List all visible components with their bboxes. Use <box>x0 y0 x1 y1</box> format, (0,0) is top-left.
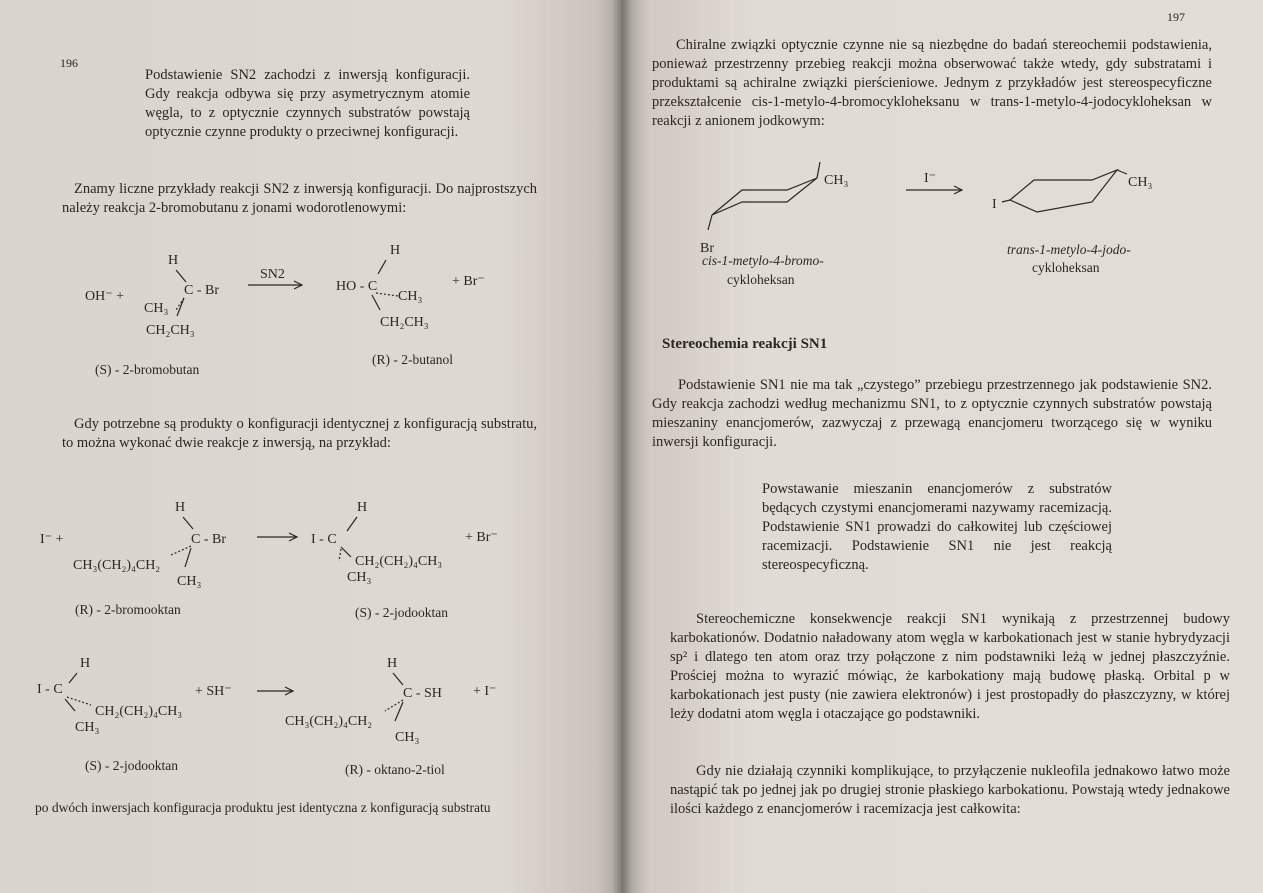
atom-label: C - Br <box>184 283 219 298</box>
reagent: I⁻ <box>924 171 937 186</box>
dashed-bond <box>339 549 341 561</box>
footer-note: po dwóch inwersjach konfiguracja produktu jest identyczna z konfiguracją substratu <box>35 800 491 815</box>
reagent: + SH⁻ <box>195 684 232 699</box>
atom-label: CH₃ <box>395 730 420 745</box>
atom-label: I - C <box>311 532 337 547</box>
bond <box>176 270 186 282</box>
book-gutter <box>612 0 632 893</box>
bond <box>183 517 193 529</box>
paragraph: Chiralne związki optycznie czynne nie są niezbędne do badań stereochemii podstawienia, ponieważ przestrzenny przebieg reakcji można obserwować także wtedy, gdy substratami i produktami są achiralne związki pierścieniowe. Jednym z przykładów jest stereospecyficzne przekształcenie cis-1-metylo-4-bromocykloheksanu w trans-1-metylo-4-jodocykloheksan w reakcji z anionem jodkowym: <box>652 37 1212 129</box>
atom-label: CH₃ <box>177 574 202 589</box>
atom-label: CH₂(CH₂)₄CH₃ <box>355 554 443 569</box>
byproduct: + Br⁻ <box>465 530 498 545</box>
atom-label: CH₃ <box>398 289 423 304</box>
compound-name: cykloheksan <box>1032 260 1100 275</box>
compound-name: (S) - 2-jodooktan <box>355 605 448 620</box>
atom-label: Br <box>700 241 714 256</box>
atom-label: CH₃(CH₂)₄CH₂ <box>285 714 373 729</box>
atom-label: CH₂(CH₂)₄CH₃ <box>95 704 183 719</box>
atom-label: H <box>175 500 186 515</box>
compound-name: (S) - 2-jodooktan <box>85 758 178 773</box>
dashed-bond <box>376 293 398 296</box>
bond <box>378 260 386 274</box>
atom-label: CH₃ <box>347 570 372 585</box>
atom-label: H <box>357 500 368 515</box>
bond <box>372 295 380 310</box>
compound-name: cykloheksan <box>727 272 795 287</box>
atom-label: H <box>80 656 91 671</box>
atom-label: CH₃ <box>1128 175 1153 190</box>
left-page <box>0 0 622 893</box>
bond <box>69 673 77 683</box>
paragraph: Gdy nie działają czynniki komplikujące, to przyłączenie nukleofila jednakowo łatwo może nastąpić tak po jednej jak po drugiej stronie płaskiego karbokationu. Powstają wtedy jednakowe ilości każdego z enancjomerów i racemizacja jest całkowita: <box>670 763 1230 817</box>
reaction-scheme-sn2 <box>80 240 520 350</box>
atom-label: C - SH <box>403 686 442 701</box>
definition-box: Powstawanie mieszanin enancjomerów z substratów będących czystymi enancjomerami nazywamy racemizacją. Podstawienie SN1 prowadzi do całkowitej lub częściowej racemizacji. Podstawienie SN1 nie jest reakcją stereospecyficzną. <box>762 481 1112 573</box>
compound-name: trans-1-metylo-4-jodo- <box>1007 242 1131 257</box>
reagent: I⁻ + <box>40 532 64 547</box>
atom-label: C - Br <box>191 532 226 547</box>
bond <box>65 699 75 711</box>
atom-label: H <box>387 656 398 671</box>
paragraph: Znamy liczne przykłady reakcji SN2 z inwersją konfiguracji. Do najprostszych należy reakcja 2-bromobutanu z jonami wodorotlenowymi: <box>62 181 537 216</box>
byproduct: + I⁻ <box>473 684 497 699</box>
compound-name: cis-1-metylo-4-bromo- <box>702 253 824 268</box>
atom-label: CH₃ <box>824 173 849 188</box>
bond <box>708 215 712 230</box>
bond <box>1117 170 1127 174</box>
atom-label: CH₃(CH₂)₄CH₂ <box>73 558 161 573</box>
atom-label: CH₂CH₃ <box>380 315 429 330</box>
paragraph: Gdy potrzebne są produkty o konfiguracji identycznej z konfiguracją substratu, to można wykonać dwie reakcje z inwersją, na przykład: <box>62 416 537 451</box>
section-heading: Stereochemia reakcji SN1 <box>662 336 828 352</box>
cyclohexane-ring <box>1010 170 1117 212</box>
reaction-scheme-inversion-2 <box>35 645 535 745</box>
definition-box: Podstawienie SN2 zachodzi z inwersją konfiguracji. Gdy reakcja odbywa się przy asymetrycznym atomie węgla, to z optycznie czynnych substratów powstają optycznie czynne produkty o przeciwnej konfiguracji. <box>145 67 470 140</box>
reagent: OH⁻ + <box>85 289 125 304</box>
arrow-label: SN2 <box>260 267 285 282</box>
paragraph: Podstawienie SN1 nie ma tak „czystego” przebiegu przestrzennego jak podstawienie SN2. Gdy reakcja zachodzi według mechanizmu SN1, to z optycznie czynnych substratów powstają mieszaniny enancjomerów, zazwyczaj z przewagą enancjomeru tworzącego się w wyniku inwersji konfiguracji. <box>652 377 1212 450</box>
reaction-scheme-inversion-1 <box>35 495 535 595</box>
compound-name: (R) - oktano-2-tiol <box>345 762 445 777</box>
atom-label: CH₃ <box>144 301 169 316</box>
bond <box>341 547 351 557</box>
atom-label: HO - C <box>336 279 378 294</box>
page-number: 197 <box>1167 10 1185 24</box>
bond <box>347 517 357 531</box>
bond <box>817 162 820 178</box>
paragraph: Stereochemiczne konsekwencje reakcji SN1 wynikają z przestrzennej budowy karbokationów. Dodatnio naładowany atom węgla w karbokationach jest w stanie hybrydyzacji sp² i dlatego ten atom oraz trzy połączone z nim podstawniki leżą w jednej płaszczyźnie. Prościej można to wyrazić mówiąc, że karbokationy mają budowę płaską. Orbital p w karbokationach jest pusty (nie zawiera elektronów) i jest prostopadły do płaszczyzny, w której leży dodatni atom węgla i otaczające go podstawniki. <box>670 611 1230 722</box>
bond <box>185 548 191 567</box>
atom-label: CH₂CH₃ <box>146 323 195 338</box>
atom-label: H <box>390 243 401 258</box>
dashed-bond <box>67 697 91 705</box>
page-number: 196 <box>60 56 78 70</box>
compound-name: (S) - 2-bromobutan <box>95 362 200 377</box>
byproduct: + Br⁻ <box>452 274 485 289</box>
bond <box>393 673 403 685</box>
atom-label: H <box>168 253 179 268</box>
cyclohexane-ring <box>712 178 817 215</box>
compound-name: (R) - 2-bromooktan <box>75 602 181 617</box>
cyclohexane-scheme <box>692 160 1212 265</box>
atom-label: CH₃ <box>75 720 100 735</box>
bond <box>177 298 184 316</box>
compound-name: (R) - 2-butanol <box>372 352 453 367</box>
right-page <box>622 0 1263 893</box>
bond <box>1002 200 1010 202</box>
atom-label: I - C <box>37 682 63 697</box>
atom-label: I <box>992 197 997 212</box>
dashed-bond <box>171 546 191 555</box>
